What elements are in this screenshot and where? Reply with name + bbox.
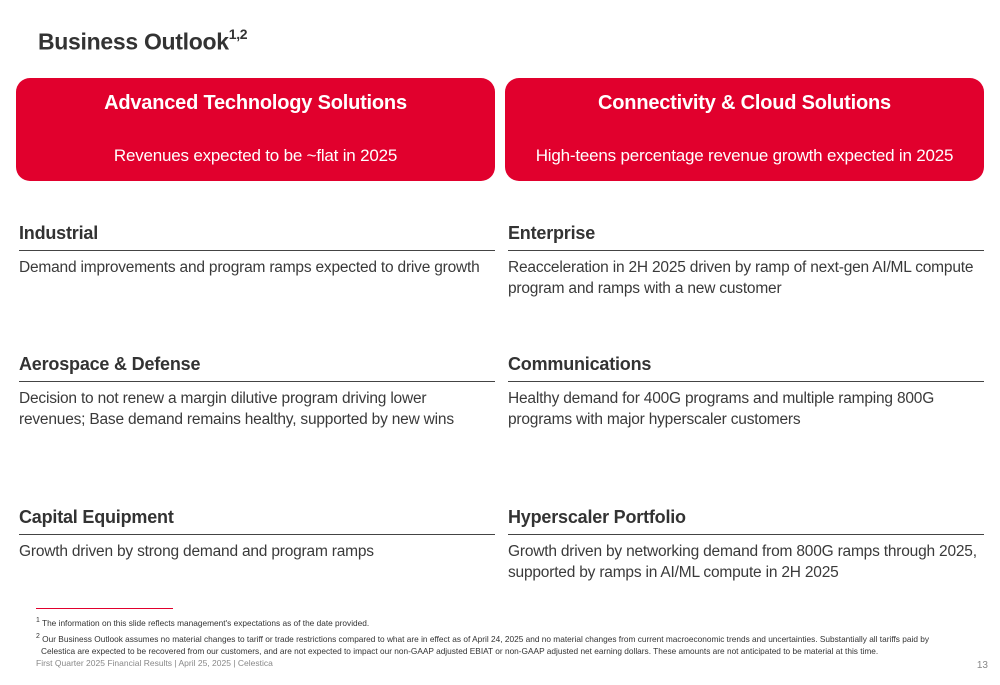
banner-title: Advanced Technology Solutions [104,92,407,114]
section-heading: Hyperscaler Portfolio [508,507,984,535]
section-hyperscaler-portfolio [508,507,984,583]
section-heading: Industrial [19,223,495,251]
section-aerospace-defense [19,354,495,430]
section-industrial [19,223,495,278]
section-body: Decision to not renew a margin dilutive program driving lower revenues; Base demand remains healthy, supported by new wins [19,390,454,428]
banner-subtitle: Revenues expected to be ~flat in 2025 [113,146,398,165]
footnote-mark: 1 [36,617,40,624]
page-number: 13 [976,660,988,671]
banner-advanced-technology-solutions [16,78,495,181]
footnote-text: The information on this slide reflects management's expectations as of the date provided. [42,617,370,628]
footnote-1 [36,615,966,629]
footnote-2 [36,631,966,657]
section-body: Demand improvements and program ramps expected to drive growth [19,259,480,276]
banner-subtitle: High-teens percentage revenue growth expected in 2025 [535,146,954,165]
page-title-text: Business Outlook [38,28,229,55]
section-enterprise [508,223,984,299]
footer-text: First Quarter 2025 Financial Results | April 25, 2025 | Celestica [36,658,273,668]
footnote-text: Our Business Outlook assumes no material changes to tariff or trade restrictions compared to what are in effect as of April 24, 2025 and no material changes from current macroeconomic trends and uncertainties. Substantially all tariffs paid by [42,633,929,644]
section-body: Healthy demand for 400G programs and multiple ramping 800G programs with major hyperscaler customers [508,390,935,428]
page-title [38,28,247,56]
section-heading: Capital Equipment [19,507,495,535]
footnotes [36,615,966,659]
section-capital-equipment [19,507,495,562]
section-communications [508,354,984,430]
banner-title: Connectivity & Cloud Solutions [598,92,891,114]
section-heading: Enterprise [508,223,984,251]
section-heading: Communications [508,354,984,382]
section-body: Growth driven by networking demand from 800G ramps through 2025, supported by ramps in AI/ML compute in 2H 2025 [508,543,977,581]
section-body: Growth driven by strong demand and program ramps [19,543,374,560]
section-body: Reacceleration in 2H 2025 driven by ramp of next-gen AI/ML compute program and ramps with a new customer [508,259,974,297]
section-heading: Aerospace & Defense [19,354,495,382]
banner-connectivity-cloud-solutions [505,78,984,181]
footnote-continuation: Celestica are expected to be recovered from our customers, and are not expected to impact our non-GAAP adjusted EBIAT or non-GAAP adjusted net earning dollars. These amounts are not anticipated to be material at this time. [41,645,879,656]
page-title-superscript: 1,2 [228,26,248,42]
footnote-mark: 2 [36,632,40,640]
footnote-divider [36,608,173,609]
